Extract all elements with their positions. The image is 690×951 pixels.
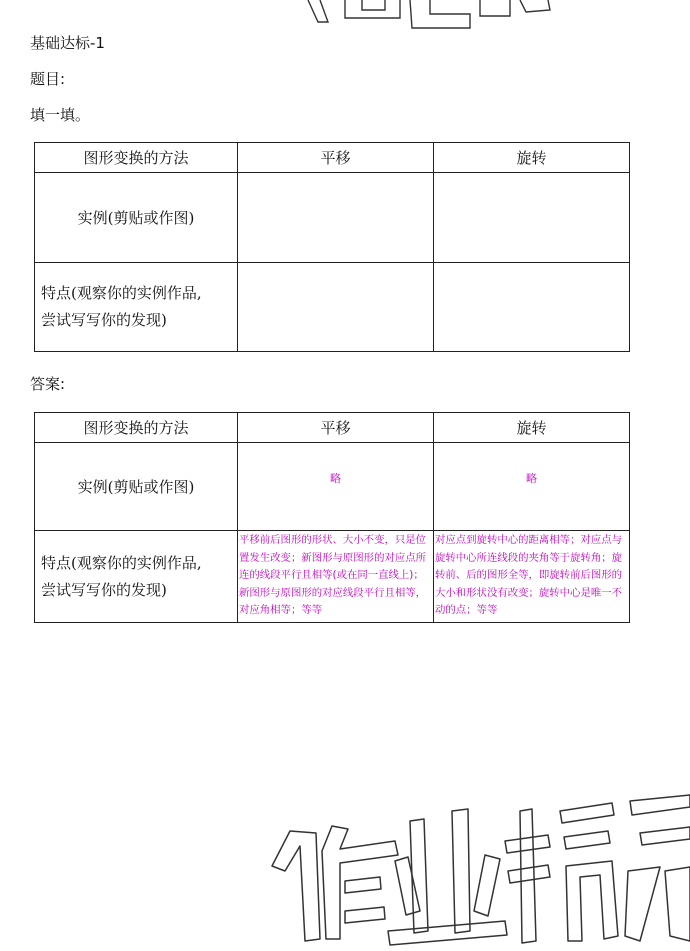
row-label-feature	[35, 531, 238, 623]
translation-example-answer: 略	[238, 443, 434, 531]
table-row	[35, 531, 630, 623]
rotation-feature-answer: 对应点到旋转中心的距离相等；对应点与旋转中心所连线段的夹角等于旋转角；旋转前、后的图形全等，即旋转前后图形的大小和形状没有改变；旋转中心是唯一不动的点；等等	[434, 531, 630, 623]
feature-label-line1: 特点(观察你的实例作品,	[41, 284, 202, 302]
translation-example-cell[interactable]	[238, 173, 434, 263]
header-rotation: 旋转	[434, 413, 630, 443]
question-table	[34, 142, 630, 352]
rotation-example-cell[interactable]	[434, 173, 630, 263]
translation-feature-answer: 平移前后图形的形状、大小不变，只是位置发生改变；新图形与原图形的对应点所连的线段平行且相等(或在同一直线上)；新图形与原图形的对应线段平行且相等，对应角相等；等等	[238, 531, 434, 623]
section-title: 基础达标-1	[30, 34, 105, 52]
rotation-feature-cell[interactable]	[434, 263, 630, 352]
instruction: 填一填。	[30, 106, 91, 124]
feature-label-line2: 尝试写写你的发现)	[41, 311, 167, 329]
question-label: 题目:	[30, 70, 66, 88]
header-method: 图形变换的方法	[35, 413, 238, 443]
feature-label-line2: 尝试写写你的发现)	[41, 580, 167, 599]
row-label-feature	[35, 263, 238, 352]
answer-label: 答案:	[30, 375, 66, 393]
header-translation: 平移	[238, 413, 434, 443]
feature-label-line1: 特点(观察你的实例作品,	[41, 553, 202, 572]
table-row	[35, 173, 630, 263]
watermark-logo	[0, 771, 690, 951]
row-label-example: 实例(剪贴或作图)	[35, 173, 238, 263]
rotation-example-answer: 略	[434, 443, 630, 531]
table-row	[35, 263, 630, 352]
row-label-example: 实例(剪贴或作图)	[35, 443, 238, 531]
header-translation: 平移	[238, 143, 434, 173]
answer-table	[34, 412, 630, 623]
table-header-row	[35, 413, 630, 443]
translation-feature-cell[interactable]	[238, 263, 434, 352]
table-row	[35, 443, 630, 531]
header-rotation: 旋转	[434, 143, 630, 173]
table-header-row	[35, 143, 630, 173]
header-method: 图形变换的方法	[35, 143, 238, 173]
